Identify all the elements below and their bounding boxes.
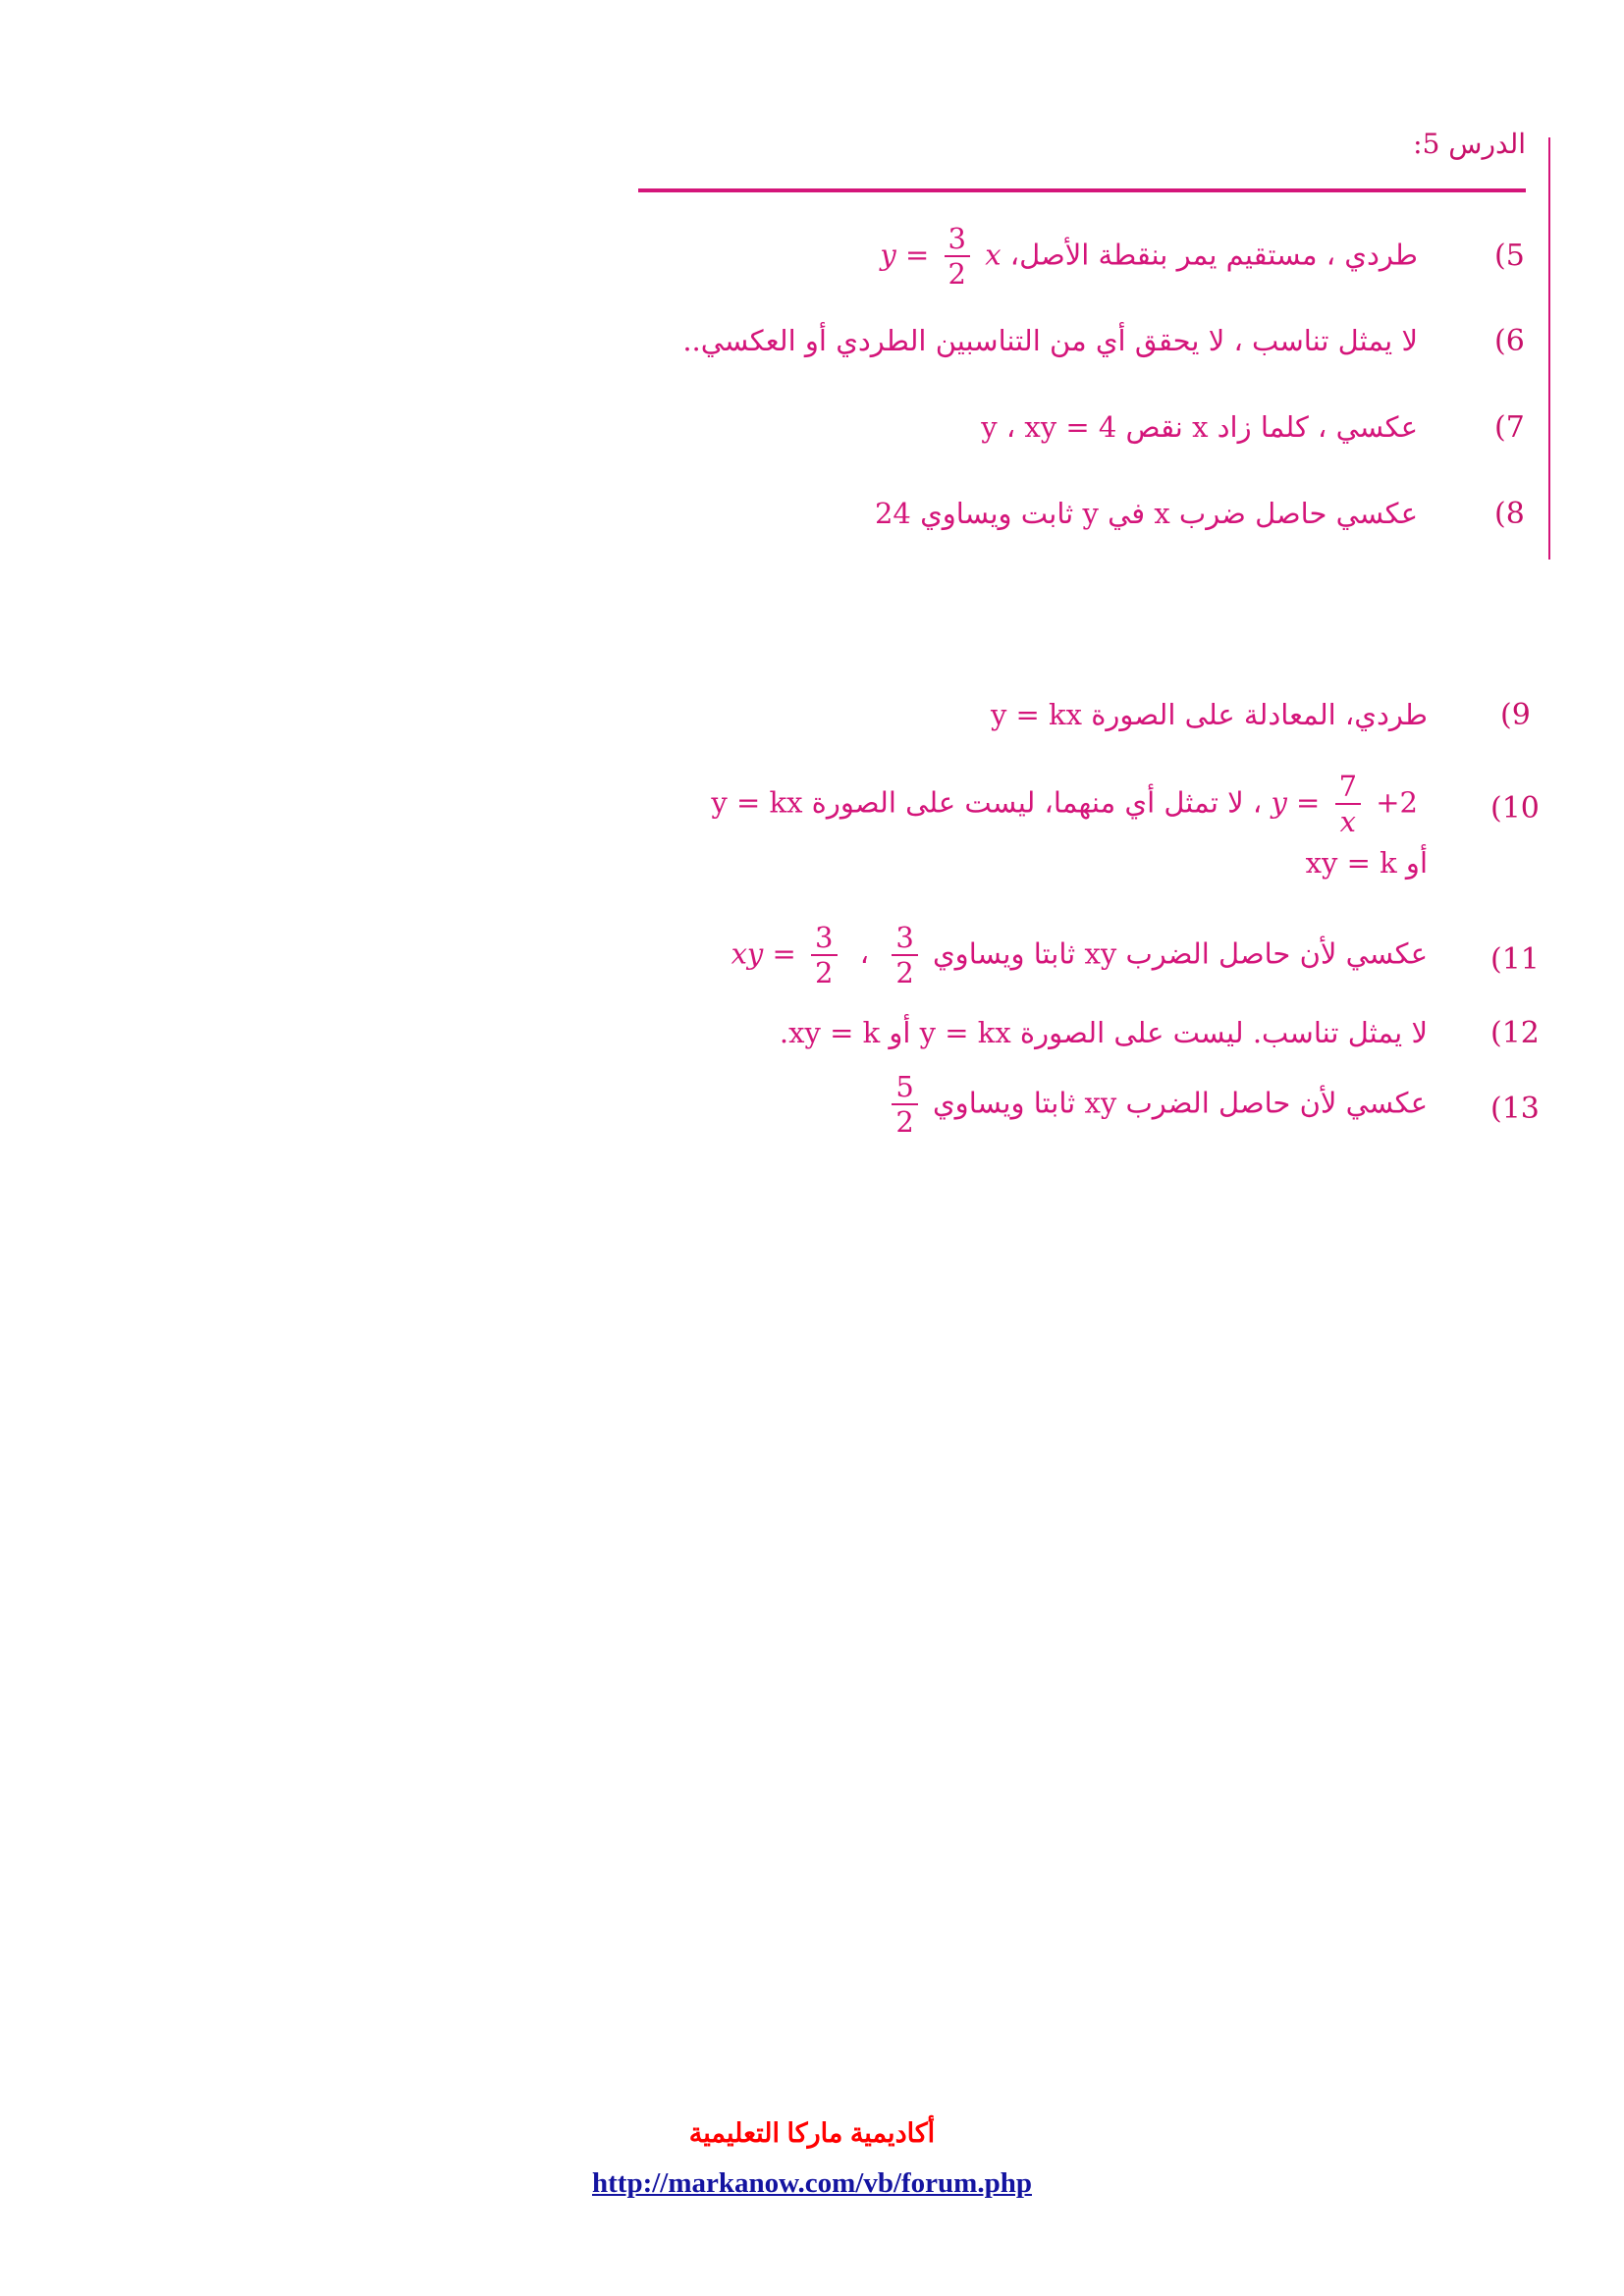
fraction bbox=[892, 1072, 917, 1138]
item-number: (8 bbox=[1494, 497, 1525, 531]
item-number: (7 bbox=[1494, 410, 1525, 445]
denominator: x bbox=[1339, 805, 1356, 839]
item-number: (5 bbox=[1494, 239, 1525, 273]
answer-text: لا يمثل تناسب. ليست على الصورة y = kx أو xy = k. bbox=[779, 1016, 1428, 1049]
lesson-title: الدرس 5: bbox=[1413, 128, 1526, 160]
equation-rhs: +2 bbox=[1376, 785, 1418, 820]
denominator: 2 bbox=[947, 257, 966, 292]
answer-text: عكسي حاصل ضرب x في y ثابت ويساوي 24 bbox=[874, 497, 1418, 530]
numerator: 3 bbox=[945, 224, 970, 257]
item-number: (9 bbox=[1500, 698, 1531, 732]
answer-text: ، لا تمثل أي منهما، ليست على الصورة y = kx bbox=[711, 785, 1263, 820]
equation bbox=[731, 923, 843, 988]
academy-name: أكاديمية ماركا التعليمية bbox=[688, 2118, 936, 2148]
item-number: (12 bbox=[1490, 1016, 1540, 1050]
denominator: 2 bbox=[895, 1105, 914, 1140]
answer-text: لا يمثل تناسب ، لا يحقق أي من التناسبين الطردي أو العكسي.. bbox=[682, 324, 1418, 357]
equation bbox=[886, 923, 923, 988]
answer-line bbox=[711, 772, 1418, 837]
answer-line bbox=[880, 224, 1418, 290]
answer-line bbox=[886, 1072, 1428, 1138]
equation-lhs: y = bbox=[880, 238, 930, 272]
fraction bbox=[945, 224, 970, 290]
fraction bbox=[811, 923, 837, 988]
equation bbox=[880, 224, 1001, 290]
equation bbox=[886, 1072, 923, 1138]
item-number: (6 bbox=[1494, 324, 1525, 358]
equation-lhs: y = bbox=[1271, 785, 1321, 820]
answer-text: عكسي لأن حاصل الضرب xy ثابتا ويساوي bbox=[932, 1086, 1428, 1120]
answer-text: عكسي لأن حاصل الضرب xy ثابتا ويساوي bbox=[932, 936, 1428, 971]
item-number: (11 bbox=[1490, 942, 1540, 977]
answer-text: طردي، المعادلة على الصورة y = kx bbox=[990, 698, 1428, 731]
equation-lhs: xy = bbox=[731, 936, 796, 971]
forum-link[interactable]: http://markanow.com/vb/forum.php bbox=[592, 2167, 1032, 2199]
equation-rhs: x bbox=[985, 238, 1001, 272]
denominator: 2 bbox=[895, 956, 914, 990]
numerator: 3 bbox=[811, 923, 837, 956]
fraction bbox=[892, 923, 917, 988]
margin-line bbox=[1548, 137, 1550, 560]
numerator: 5 bbox=[892, 1072, 917, 1105]
answer-text: طردي ، مستقيم يمر بنقطة الأصل، bbox=[1009, 238, 1418, 272]
numerator: 3 bbox=[892, 923, 917, 956]
answer-continuation: أو xy = k bbox=[1305, 846, 1428, 880]
fraction bbox=[1335, 772, 1361, 837]
title-underline bbox=[638, 188, 1526, 192]
numerator: 7 bbox=[1335, 772, 1361, 805]
item-number: (13 bbox=[1490, 1092, 1540, 1126]
answer-text: عكسي ، كلما زاد x نقص y ، xy = 4 bbox=[981, 410, 1418, 444]
item-number: (10 bbox=[1490, 791, 1540, 826]
denominator: 2 bbox=[815, 956, 834, 990]
equation bbox=[1271, 772, 1418, 837]
answer-line bbox=[731, 923, 1428, 988]
separator: ، bbox=[859, 936, 870, 971]
